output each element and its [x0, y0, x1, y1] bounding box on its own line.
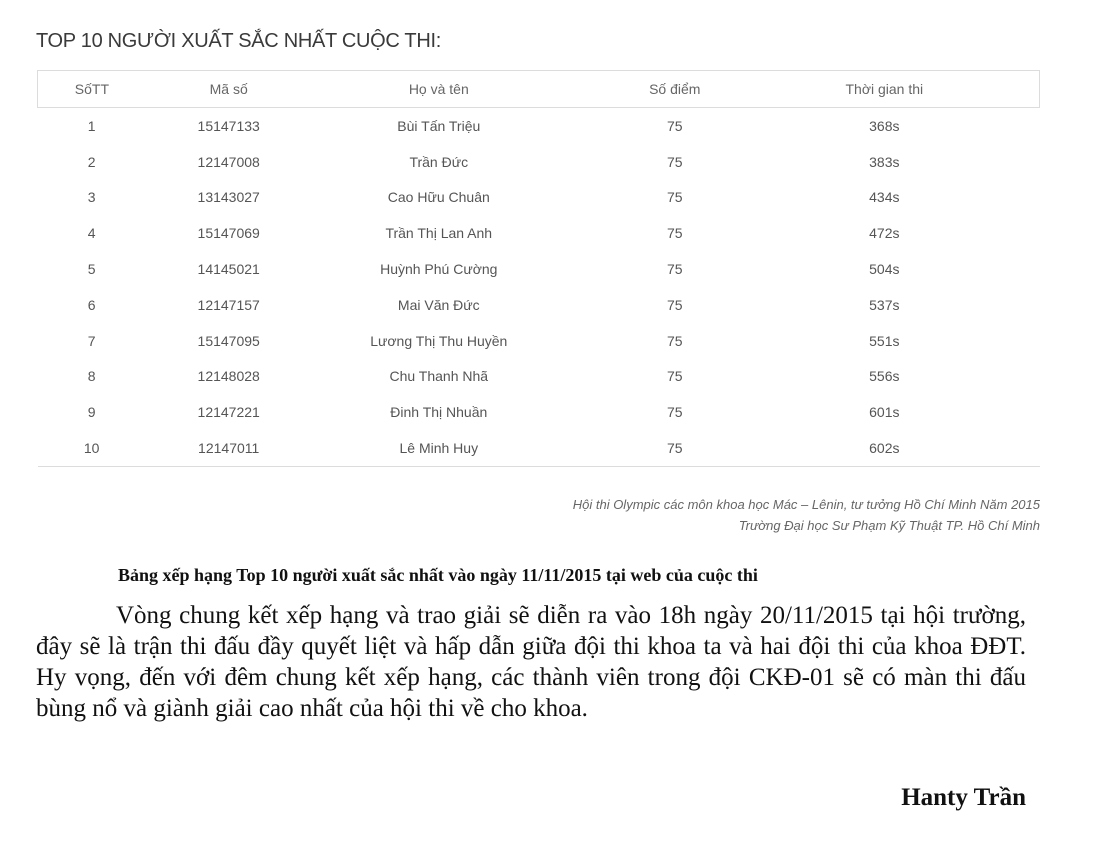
cell-thoi-gian: 383s: [869, 153, 900, 170]
cell-so-diem: 75: [666, 153, 683, 170]
header-ma-so: Mã số: [146, 71, 312, 108]
body-paragraph: Vòng chung kết xếp hạng và trao giải sẽ diễn ra vào 18h ngày 20/11/2015 tại hội trường, đây sẽ là trận thi đấu đầy quyết liệt và hấp dẫn giữa đội thi khoa ta và hai đội thi của khoa ĐĐT. Hy vọng, đến với đêm chung kết xếp hạng, các thành viên trong đội CKĐ-01 sẽ có màn thi đấu bùng nổ và giành giải cao nhất của hội thi về cho khoa.: [36, 602, 1026, 722]
cell-stt: 10: [38, 430, 146, 467]
cell-ma-so: 15147069: [197, 225, 260, 242]
cell-stt: 7: [87, 332, 96, 349]
header-stt: SốTT: [38, 71, 146, 108]
cell-ho-ten: Lê Minh Huy: [312, 430, 566, 467]
table-row: [38, 359, 1040, 395]
cell-thoi-gian: 551s: [869, 332, 900, 349]
cell-spacer: [985, 144, 1039, 180]
cell-stt: 3: [87, 189, 96, 206]
cell-ho-ten: Đinh Thị Nhuần: [390, 404, 488, 421]
cell-thoi-gian: 434s: [869, 189, 900, 206]
cell-so-diem: 75: [666, 332, 683, 349]
cell-ho-ten: Bùi Tấn Triệu: [397, 117, 481, 134]
cell-spacer: [985, 394, 1039, 430]
cell-ho-ten: Trần Đức: [409, 153, 469, 170]
cell-spacer: [985, 359, 1039, 395]
cell-ma-so: 15147133: [197, 117, 260, 134]
cell-ho-ten: Chu Thanh Nhã: [389, 368, 489, 385]
cell-ho-ten: Trần Thị Lan Anh: [385, 225, 493, 242]
cell-thoi-gian: 368s: [869, 117, 900, 134]
table-body: [38, 108, 1040, 467]
table-row: [38, 215, 1040, 251]
cell-ma-so: 12147011: [146, 430, 312, 467]
cell-ma-so: 14145021: [197, 261, 260, 278]
cell-ho-ten: Huỳnh Phú Cường: [380, 261, 498, 278]
table-row: [38, 287, 1040, 323]
cell-stt: 2: [87, 153, 96, 170]
cell-spacer: [985, 323, 1039, 359]
table-row: [38, 180, 1040, 216]
cell-so-diem: 75: [666, 261, 683, 278]
table-row: [38, 323, 1040, 359]
header-thoi-gian: Thời gian thi: [784, 71, 986, 108]
table-row: [38, 251, 1040, 287]
cell-so-diem: 75: [566, 430, 784, 467]
cell-spacer: [985, 430, 1039, 467]
cell-spacer: [985, 287, 1039, 323]
cell-ho-ten: Cao Hữu Chuân: [387, 189, 490, 206]
cell-stt: 9: [87, 404, 96, 421]
cell-ma-so: 13143027: [197, 189, 260, 206]
cell-thoi-gian: 602s: [784, 430, 986, 467]
source-line-2: Trường Đại học Sư Phạm Kỹ Thuật TP. Hồ Chí Minh: [738, 518, 1040, 533]
cell-spacer: [985, 215, 1039, 251]
table-row: [38, 394, 1040, 430]
source-note: [573, 494, 1040, 536]
cell-thoi-gian: 504s: [869, 261, 900, 278]
cell-stt: 4: [87, 225, 96, 242]
cell-so-diem: 75: [666, 225, 683, 242]
cell-spacer: [985, 180, 1039, 216]
cell-thoi-gian: 537s: [869, 296, 900, 313]
table-header-row: [38, 71, 1040, 108]
ranking-title: TOP 10 NGƯỜI XUẤT SẮC NHẤT CUỘC THI:: [36, 30, 442, 52]
cell-stt: 5: [87, 261, 96, 278]
cell-stt: 6: [87, 296, 96, 313]
cell-so-diem: 75: [666, 404, 683, 421]
table-row: [38, 144, 1040, 180]
author-signature: Hanty Trần: [901, 784, 1026, 811]
cell-ma-so: 12147221: [197, 404, 260, 421]
cell-thoi-gian: 556s: [869, 368, 900, 385]
table-row: [38, 108, 1040, 144]
cell-ma-so: 15147095: [197, 332, 260, 349]
cell-spacer: [985, 108, 1039, 144]
header-spacer: [985, 71, 1039, 108]
cell-stt: 1: [87, 117, 96, 134]
cell-so-diem: 75: [666, 189, 683, 206]
table-caption: Bảng xếp hạng Top 10 người xuất sắc nhất vào ngày 11/11/2015 tại web của cuộc thi: [118, 565, 758, 585]
ranking-table: [37, 70, 1040, 467]
cell-so-diem: 75: [666, 296, 683, 313]
cell-ho-ten: Lương Thị Thu Huyền: [370, 332, 508, 349]
cell-ma-so: 12147008: [197, 153, 260, 170]
header-ho-ten: Họ và tên: [312, 71, 566, 108]
source-line-1: Hội thi Olympic các môn khoa học Mác – Lênin, tư tưởng Hồ Chí Minh Năm 2015: [572, 497, 1040, 512]
cell-thoi-gian: 601s: [869, 404, 900, 421]
cell-ho-ten: Mai Văn Đức: [397, 296, 480, 313]
cell-ma-so: 12147157: [197, 296, 260, 313]
cell-thoi-gian: 472s: [869, 225, 900, 242]
cell-spacer: [985, 251, 1039, 287]
header-so-diem: Số điểm: [566, 71, 784, 108]
cell-stt: 8: [87, 368, 96, 385]
cell-so-diem: 75: [666, 117, 683, 134]
cell-so-diem: 75: [666, 368, 683, 385]
cell-ma-so: 12148028: [197, 368, 260, 385]
table-row: [38, 430, 1040, 467]
